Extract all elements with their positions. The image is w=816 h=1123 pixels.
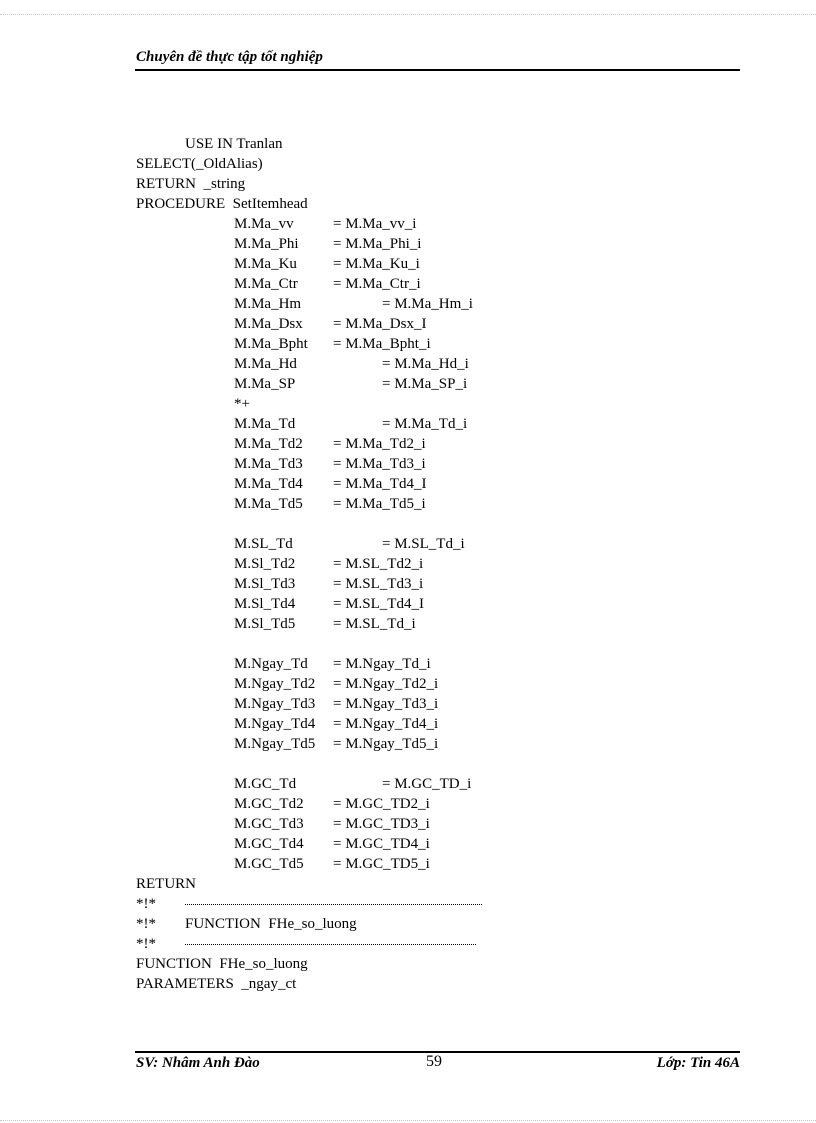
assignment-line (0, 214, 816, 234)
blank-line (0, 634, 816, 654)
assign-lhs: M.Ngay_Td4 (234, 716, 316, 732)
assign-rhs: = M.Ma_Td4_I (333, 476, 427, 492)
comment-text: FUNCTION FHe_so_luong (185, 916, 357, 932)
assign-lhs: M.Ma_Phi (234, 236, 299, 252)
assignment-line (0, 434, 816, 454)
code-line: *+ (234, 396, 250, 412)
page-number: 59 (426, 1053, 442, 1070)
assignment-line (0, 414, 816, 434)
assignment-line (0, 494, 816, 514)
header-title: Chuyên đề thực tập tốt nghiệp (136, 49, 323, 65)
assign-rhs: = M.Ngay_Td_i (333, 656, 431, 672)
assign-rhs: = M.Ma_Hm_i (382, 296, 473, 312)
assignment-line (0, 454, 816, 474)
assignment-line (0, 834, 816, 854)
assign-lhs: M.Ma_Td3 (234, 456, 303, 472)
assignment-line (0, 774, 816, 794)
assign-rhs: = M.Ma_Td2_i (333, 436, 426, 452)
assignment-line (0, 314, 816, 334)
assign-rhs: = M.SL_Td_i (382, 536, 465, 552)
assign-rhs: = M.Ma_Dsx_I (333, 316, 427, 332)
assign-lhs: M.SL_Td (234, 536, 293, 552)
assign-lhs: M.GC_Td2 (234, 796, 304, 812)
assign-lhs: M.GC_Td5 (234, 856, 304, 872)
assign-lhs: M.Sl_Td5 (234, 616, 296, 632)
assignment-line (0, 734, 816, 754)
page-border-bottom (0, 1120, 816, 1121)
comment-separator (0, 894, 816, 914)
code-line: RETURN (136, 876, 196, 892)
assignment-line (0, 714, 816, 734)
assign-rhs: = M.Ngay_Td5_i (333, 736, 439, 752)
assign-rhs: = M.SL_Td2_i (333, 556, 424, 572)
assign-lhs: M.GC_Td3 (234, 816, 304, 832)
assign-rhs: = M.GC_TD_i (382, 776, 472, 792)
assignment-line (0, 694, 816, 714)
assign-rhs: = M.Ma_Ctr_i (333, 276, 421, 292)
code-line: PARAMETERS _ngay_ct (136, 976, 297, 992)
code-listing (0, 134, 816, 994)
blank-line (0, 754, 816, 774)
assign-lhs: M.Sl_Td4 (234, 596, 296, 612)
assign-rhs: = M.GC_TD2_i (333, 796, 430, 812)
code-line: USE IN Tranlan (185, 136, 283, 152)
code-line: PROCEDURE SetItemhead (136, 196, 308, 212)
assign-lhs: M.Ma_Ctr (234, 276, 298, 292)
assign-lhs: M.Ma_Ku (234, 256, 297, 272)
dashed-rule (185, 904, 482, 905)
assign-rhs: = M.Ngay_Td3_i (333, 696, 439, 712)
assign-lhs: M.Sl_Td3 (234, 576, 296, 592)
footer-class: Lớp: Tin 46A (656, 1055, 740, 1071)
assignment-line (0, 854, 816, 874)
assign-rhs: = M.SL_Td3_i (333, 576, 424, 592)
assign-lhs: M.Ma_Bpht (234, 336, 308, 352)
assign-rhs: = M.Ma_Td_i (382, 416, 468, 432)
assign-rhs: = M.Ma_SP_i (382, 376, 468, 392)
assignment-line (0, 354, 816, 374)
assignment-line (0, 614, 816, 634)
assign-lhs: M.GC_Td4 (234, 836, 304, 852)
assign-rhs: = M.Ngay_Td4_i (333, 716, 439, 732)
assignment-line (0, 594, 816, 614)
assign-lhs: M.Ngay_Td5 (234, 736, 316, 752)
assign-lhs: M.Ngay_Td (234, 656, 308, 672)
assign-rhs: = M.SL_Td4_I (333, 596, 424, 612)
assign-rhs: = M.Ma_Bpht_i (333, 336, 431, 352)
footer-student: SV: Nhâm Anh Đào (136, 1055, 260, 1071)
dashed-rule (185, 944, 476, 945)
assign-lhs: M.Ma_Hd (234, 356, 297, 372)
comment-separator (0, 934, 816, 954)
assign-rhs: = M.Ma_Td5_i (333, 496, 426, 512)
assign-lhs: M.Ngay_Td2 (234, 676, 316, 692)
assign-lhs: M.GC_Td (234, 776, 297, 792)
assignment-line (0, 554, 816, 574)
comment-marker: *!* (136, 936, 156, 952)
assignment-line (0, 234, 816, 254)
assign-rhs: = M.Ma_Td3_i (333, 456, 426, 472)
assign-lhs: M.Ma_Td (234, 416, 296, 432)
blank-line (0, 514, 816, 534)
assign-rhs: = M.Ma_Hd_i (382, 356, 469, 372)
assign-lhs: M.Ma_Td5 (234, 496, 303, 512)
assignment-line (0, 574, 816, 594)
assign-lhs: M.Ngay_Td3 (234, 696, 316, 712)
assignment-line (0, 334, 816, 354)
code-line: RETURN _string (136, 176, 246, 192)
comment-marker: *!* (136, 896, 156, 912)
assign-lhs: M.Ma_Dsx (234, 316, 303, 332)
assign-rhs: = M.GC_TD4_i (333, 836, 430, 852)
comment-marker: *!* (136, 916, 156, 932)
assign-rhs: = M.SL_Td_i (333, 616, 416, 632)
assign-rhs: = M.Ma_Phi_i (333, 236, 422, 252)
code-line: SELECT(_OldAlias) (136, 156, 263, 172)
assignment-line (0, 794, 816, 814)
header-rule (135, 69, 740, 71)
assign-rhs: = M.Ma_Ku_i (333, 256, 420, 272)
assignment-line (0, 674, 816, 694)
assign-lhs: M.Ma_SP (234, 376, 296, 392)
assignment-line (0, 814, 816, 834)
assignment-line (0, 294, 816, 314)
page-border-top (0, 14, 816, 15)
assignment-line (0, 474, 816, 494)
code-line: FUNCTION FHe_so_luong (136, 956, 308, 972)
assign-rhs: = M.Ma_vv_i (333, 216, 417, 232)
assign-rhs: = M.GC_TD5_i (333, 856, 430, 872)
assign-lhs: M.Ma_vv (234, 216, 294, 232)
assign-rhs: = M.Ngay_Td2_i (333, 676, 439, 692)
assignment-line (0, 374, 816, 394)
assign-lhs: M.Ma_Hm (234, 296, 302, 312)
assignment-line (0, 274, 816, 294)
assignment-line (0, 534, 816, 554)
assignment-line (0, 654, 816, 674)
assignment-line (0, 254, 816, 274)
assign-lhs: M.Ma_Td4 (234, 476, 303, 492)
assign-rhs: = M.GC_TD3_i (333, 816, 430, 832)
assign-lhs: M.Sl_Td2 (234, 556, 296, 572)
comment-line (0, 914, 816, 934)
assign-lhs: M.Ma_Td2 (234, 436, 303, 452)
